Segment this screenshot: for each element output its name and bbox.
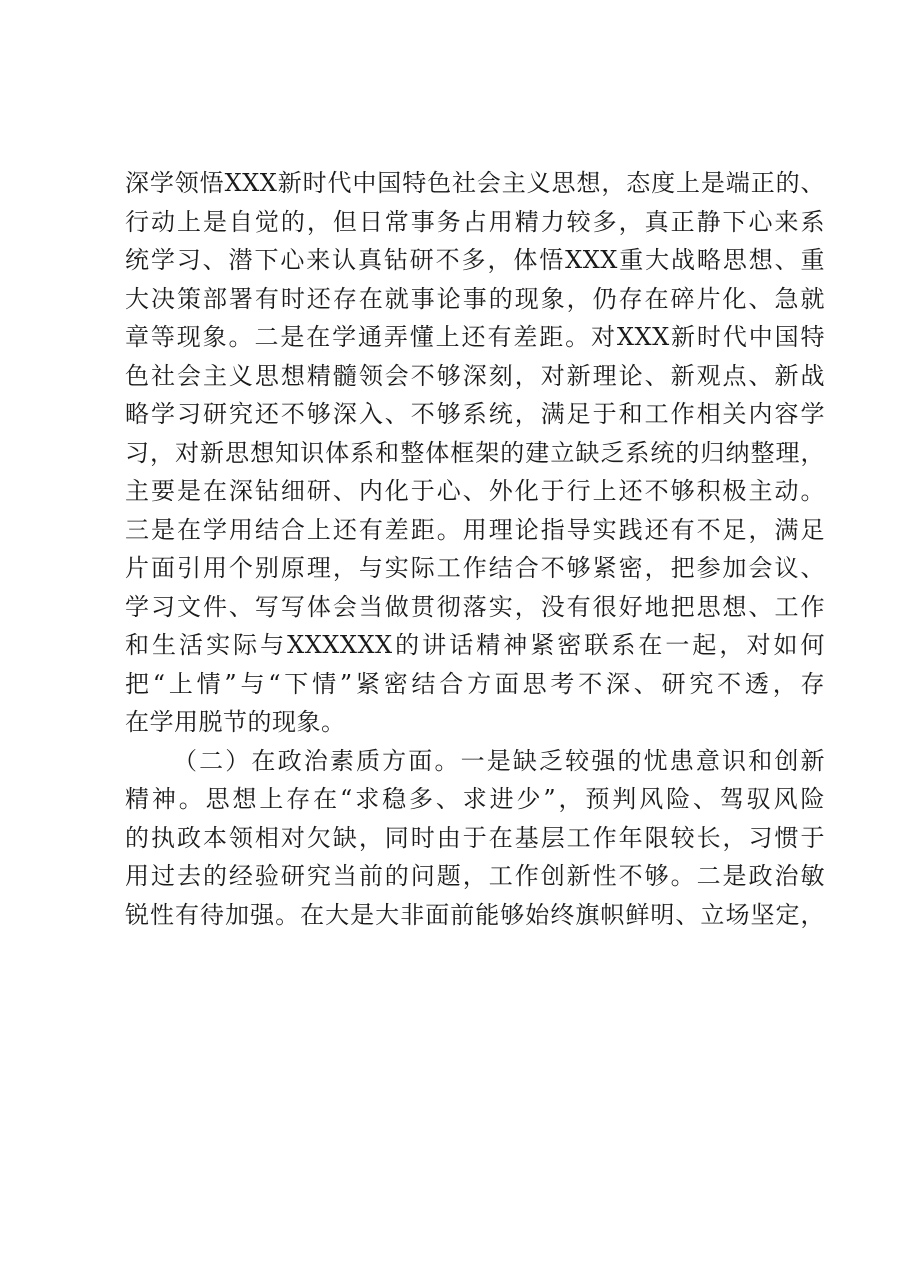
text-line: 锐性有待加强。在大是大非面前能够始终旗帜鲜明、立场坚定，	[125, 900, 825, 929]
text-line: 大决策部署有时还存在就事论事的现象，仍存在碎片化、急就	[125, 284, 825, 313]
text-line: 行动上是自觉的，但日常事务占用精力较多，真正静下心来系	[125, 207, 825, 236]
text-line: 用过去的经验研究当前的问题，工作创新性不够。二是政治敏	[125, 862, 825, 890]
text-line: 的执政本领相对欠缺，同时由于在基层工作年限较长，习惯于	[125, 823, 825, 852]
text-line: （二）在政治素质方面。一是缺乏较强的忧患意识和创新	[173, 746, 825, 775]
text-line: 主要是在深钻细研、内化于心、外化于行上还不够积极主动。	[125, 477, 825, 505]
text-line: 在学用脱节的现象。	[125, 708, 346, 736]
text-line: 精神。思想上存在“求稳多、求进少”，预判风险、驾驭风险	[125, 785, 825, 813]
text-line: 统学习、潜下心来认真钻研不多，体悟XXX重大战略思想、重	[125, 246, 825, 274]
text-line: 色社会主义思想精髓领会不够深刻，对新理论、新观点、新战	[125, 361, 825, 390]
text-line: 把“上情”与“下情”紧密结合方面思考不深、研究不透，存	[125, 669, 825, 698]
text-line: 片面引用个别原理，与实际工作结合不够紧密，把参加会议、	[125, 554, 825, 582]
text-line: 章等现象。二是在学通弄懂上还有差距。对XXX新时代中国特	[125, 323, 825, 351]
text-line: 习，对新思想知识体系和整体框架的建立缺乏系统的归纳整理，	[125, 438, 825, 467]
body-text	[125, 164, 825, 934]
text-line: 深学领悟XXX新时代中国特色社会主义思想，态度上是端正的、	[125, 169, 825, 197]
text-line: 和生活实际与XXXXXX的讲话精神紧密联系在一起，对如何	[125, 631, 825, 659]
text-line: 略学习研究还不够深入、不够系统，满足于和工作相关内容学	[125, 400, 825, 428]
text-line: 三是在学用结合上还有差距。用理论指导实践还有不足，满足	[125, 515, 825, 544]
text-line: 学习文件、写写体会当做贯彻落实，没有很好地把思想、工作	[125, 592, 825, 621]
